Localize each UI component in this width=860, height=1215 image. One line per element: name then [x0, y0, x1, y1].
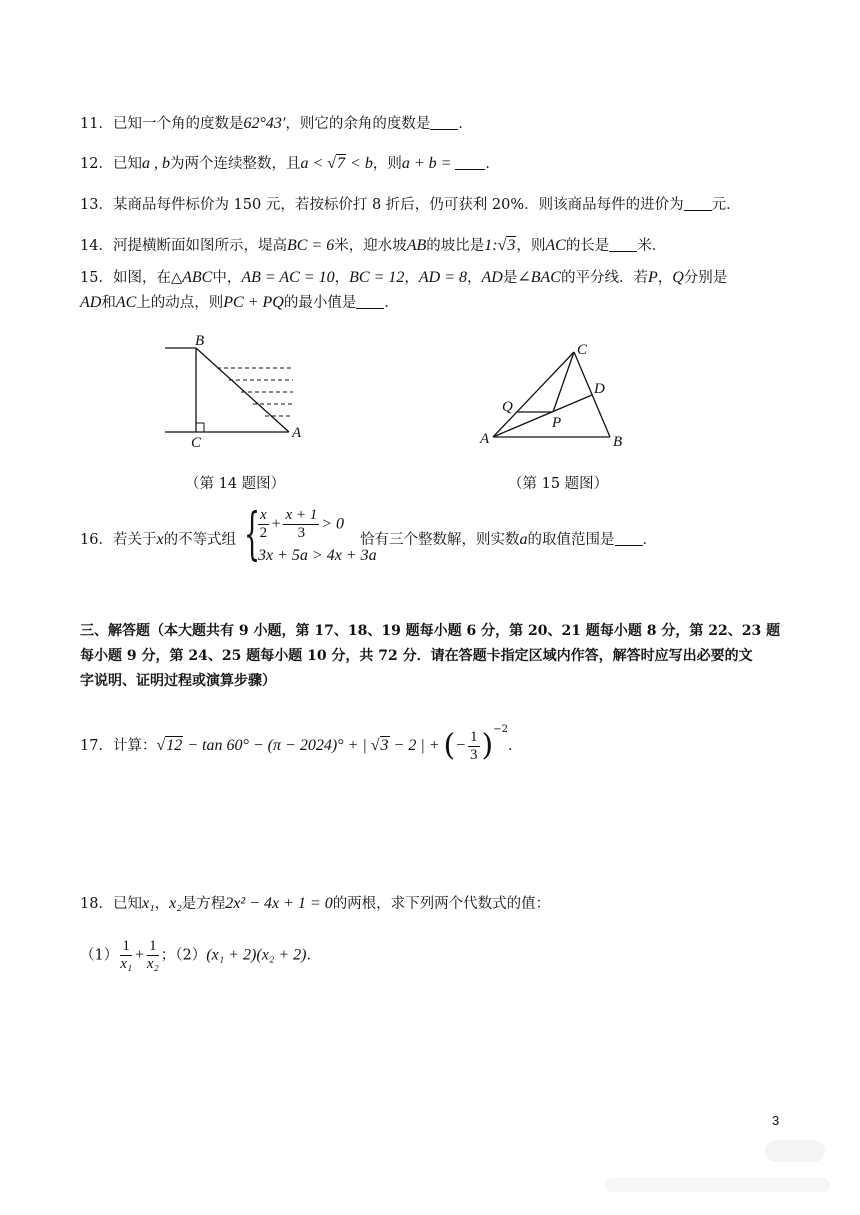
q12-radical: √7	[327, 155, 346, 172]
fig14-label-b: B	[195, 333, 205, 349]
q17-frac-den: 3	[470, 746, 478, 763]
q12-text-b: 为两个连续整数，且	[169, 156, 301, 172]
q12-ineq-a: a <	[300, 155, 328, 172]
q16-inequality-2: 3x + 5a > 4x + 3a	[258, 547, 377, 564]
q15-eq3: AD = 8	[418, 269, 467, 286]
q15-text-b: 中，	[212, 270, 242, 286]
q16-a: a	[519, 531, 528, 548]
q17-paren-close: )	[481, 728, 494, 763]
q18-frac-1	[120, 938, 132, 973]
q18-number: 18．	[80, 896, 113, 912]
q17-number: 17．	[80, 738, 113, 754]
q17-exponent: −2	[493, 724, 508, 735]
q16-text-a: 若关于	[112, 532, 157, 548]
fig15-segment-cp	[553, 352, 574, 412]
q16-frac-1	[258, 507, 269, 542]
q16-end: ．	[642, 532, 657, 548]
q15-sep1: ，	[334, 270, 350, 286]
q15-text-c: 是	[502, 270, 518, 286]
question-16-tail	[360, 528, 657, 549]
question-15-line-1	[80, 266, 727, 287]
q15-sep4: ，	[657, 270, 673, 286]
fig15-label-b: B	[613, 434, 623, 450]
q15-eq1: AB = AC = 10	[241, 269, 335, 286]
q15-eq2: BC = 12	[349, 269, 405, 286]
q12-text-a: 已知	[112, 156, 142, 172]
figure-14-caption: （第 14 题图）	[185, 476, 286, 492]
q18-sep: ，	[154, 896, 170, 912]
q17-sqrt-3: √3	[370, 737, 389, 754]
q14-ratio: 1:	[484, 237, 498, 254]
question-16-lead	[80, 528, 236, 549]
q15-l2-text-b: 上的动点，则	[136, 295, 224, 311]
q15-pcpq: PC + PQ	[223, 294, 284, 311]
figure-15-diagram	[470, 335, 630, 455]
q15-l2-text-c: 的最小值是	[283, 295, 357, 311]
q17-end: ．	[508, 738, 523, 754]
fig14-water-lines	[217, 368, 293, 416]
q14-text-d: ，则	[516, 238, 546, 254]
q18-text-c: 的两根，求下列两个代数式的值：	[332, 896, 551, 912]
figure-14-diagram	[155, 330, 315, 455]
fig14-slope-ab	[196, 348, 289, 432]
fig14-label-c: C	[191, 435, 202, 451]
q16-plus: +	[270, 515, 282, 533]
q14-radical: √3	[497, 237, 516, 254]
q15-q: Q	[672, 269, 684, 286]
q18-frac-2	[147, 938, 159, 973]
q15-l2-text-a: 和	[101, 295, 116, 311]
q16-text-c: 恰有三个整数解，则实数	[360, 532, 520, 548]
q16-x: x	[156, 531, 164, 548]
q18-frac-2-num: 1	[147, 938, 159, 956]
q15-abc: ABC	[182, 269, 213, 286]
q16-text-d: 的取值范围是	[527, 532, 615, 548]
q16-number: 16．	[80, 532, 113, 548]
q16-inequality-1	[256, 507, 344, 542]
q16-frac-2-den: 3	[297, 525, 306, 541]
q14-text-e: 的长是	[565, 238, 610, 254]
q18-part-2-label: ；（2）	[160, 947, 207, 964]
fig15-label-c: C	[577, 342, 588, 358]
q14-ac: AC	[545, 237, 566, 254]
q18-frac-1-num: 1	[120, 938, 132, 956]
fig15-label-d: D	[594, 381, 605, 397]
q13-text: 某商品每件标价为 150 元，若按标价打 8 折后，仍可获利 20%．则该商品每件的进价为	[112, 197, 684, 213]
question-15-line-2	[80, 291, 399, 312]
q15-l2-ad: AD	[80, 294, 102, 311]
q16-frac-1-den: 2	[259, 525, 268, 541]
q16-frac-2	[283, 507, 319, 542]
q17-part-a: − tan 60° − (π − 2024)° + |	[183, 737, 371, 754]
figure-15-caption: （第 15 题图）	[508, 476, 609, 492]
q17-paren-open: (	[443, 728, 456, 763]
q11-degree: 62°43′	[243, 115, 286, 132]
q13-answer-blank[interactable]	[684, 196, 712, 211]
question-18	[80, 892, 550, 913]
q13-end: 元．	[711, 197, 741, 213]
q15-text-d: 的平分线．若	[560, 270, 648, 286]
q17-sqrt-12: √12	[156, 737, 183, 754]
q12-radicand: 7	[337, 155, 346, 172]
q15-text-a: 如图，在△	[112, 270, 183, 286]
q18-x1: x₁	[141, 895, 155, 912]
q18-end: ．	[306, 947, 321, 964]
q14-answer-blank[interactable]	[609, 237, 637, 252]
watermark-strip	[605, 1178, 830, 1192]
q17-part-b: − 2 | +	[389, 737, 444, 754]
q11-text-b: ，则它的余角的度数是	[285, 116, 431, 132]
q14-text-a: 河提横断面如图所示，堤高	[112, 238, 287, 254]
q17-radicand-3: 3	[380, 737, 389, 754]
q16-text-b: 的不等式组	[163, 532, 237, 548]
fig15-label-p: P	[552, 415, 562, 431]
q16-frac-1-num: x	[260, 507, 267, 523]
fig15-label-q: Q	[502, 399, 513, 415]
section-3-header-line-2: 每小题 9 分，第 24、25 题每小题 10 分，共 72 分．请在答题卡指定区域内作答，解答时应写出必要的文	[80, 648, 753, 664]
q17-frac	[468, 729, 480, 764]
question-12	[80, 152, 500, 173]
q14-text-b: 米，迎水坡	[334, 238, 407, 254]
q16-gt-zero: > 0	[321, 515, 345, 533]
question-13	[80, 193, 741, 214]
page-number: 3	[772, 1113, 780, 1128]
section-3-header-line-3: 字说明、证明过程或演算步骤）	[80, 673, 276, 689]
q11-text-a: 已知一个角的度数是	[112, 116, 244, 132]
q14-ab: AB	[406, 237, 427, 254]
q15-p: P	[647, 269, 658, 286]
watermark-logo	[765, 1140, 825, 1162]
q14-radicand: 3	[507, 237, 516, 254]
fig15-label-a: A	[480, 431, 490, 447]
q17-text: 计算：	[112, 738, 157, 754]
q18-frac-2-den: x₂	[146, 956, 159, 972]
question-18-parts	[80, 938, 321, 973]
q15-ad: AD	[481, 269, 503, 286]
q15-sep2: ，	[404, 270, 419, 286]
q11-end: ．	[458, 116, 473, 132]
fig14-label-a: A	[292, 425, 302, 441]
question-17	[80, 712, 523, 764]
q16-answer-blank[interactable]	[615, 531, 643, 546]
q18-text-b: 是方程	[181, 896, 226, 912]
q18-plus: +	[134, 946, 145, 964]
q11-answer-blank[interactable]	[430, 115, 458, 130]
q17-neg: −	[455, 737, 467, 754]
q15-end: ．	[384, 295, 399, 311]
q12-answer-blank[interactable]	[455, 155, 485, 170]
question-14	[80, 234, 666, 255]
q15-answer-blank[interactable]	[356, 294, 384, 309]
q14-number: 14．	[80, 238, 113, 254]
q17-radicand-12: 12	[166, 737, 183, 754]
q15-l2-ac: AC	[115, 294, 137, 311]
q12-ineq-b: < b	[346, 155, 373, 172]
q16-system-brace: {	[244, 502, 261, 567]
section-3-header-line-1: 三、解答题（本大题共有 9 小题，第 17、18、19 题每小题 6 分，第 20、21 题每小题 8 分，第 22、23 题	[80, 623, 781, 639]
fig14-right-angle-mark	[196, 423, 204, 432]
q18-frac-1-den: x₁	[120, 956, 133, 972]
q14-end: 米．	[637, 238, 667, 254]
q11-number: 11．	[80, 116, 113, 132]
q12-expr: a + b =	[401, 155, 452, 172]
q18-part-1-label: （1）	[80, 947, 119, 964]
q15-number: 15．	[80, 270, 113, 286]
q12-text-c: ，则	[372, 156, 402, 172]
q18-equation: 2x² − 4x + 1 = 0	[225, 895, 333, 912]
q12-number: 12．	[80, 156, 113, 172]
q18-expression: (x₁ + 2)(x₂ + 2)	[206, 946, 307, 964]
q14-text-c: 的坡比是	[426, 238, 485, 254]
q17-frac-num: 1	[470, 728, 478, 745]
q15-sep3: ，	[467, 270, 482, 286]
q12-end: ．	[485, 156, 500, 172]
q13-number: 13．	[80, 197, 113, 213]
q16-frac-2-num: x + 1	[285, 507, 318, 523]
q12-vars: a , b	[141, 155, 170, 172]
q18-text-a: 已知	[112, 896, 142, 912]
q14-bc: BC = 6	[286, 237, 335, 254]
fig15-side-ac	[493, 352, 574, 437]
q18-x2: x₂	[169, 895, 182, 912]
question-11	[80, 112, 473, 133]
q15-angle-bac: ∠BAC	[517, 269, 561, 286]
q15-text-e: 分别是	[683, 270, 728, 286]
